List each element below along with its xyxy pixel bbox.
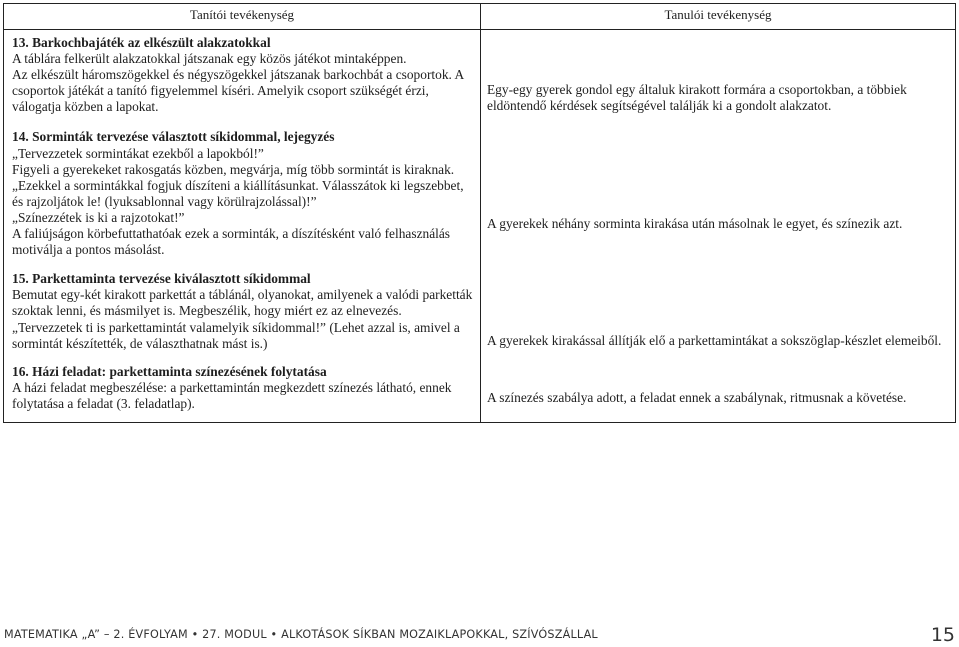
- section-13: [12, 35, 474, 115]
- section-14: [12, 129, 474, 258]
- teacher-column: [4, 30, 481, 423]
- section-title: Barkochbajáték az elkészült alakzatokkal: [32, 35, 271, 50]
- section-number: 14.: [12, 129, 29, 145]
- section-text: Bemutat egy-két kirakott parkettát a táblánál, olyanokat, amilyenek a valódi parketták szoktak lenni, és másmilyet is. Megbeszélik, hogy miért ez az elnevezés.: [12, 287, 473, 319]
- header-student-activity: Tanulói tevékenység: [481, 4, 956, 30]
- table-header-row: [4, 4, 956, 30]
- section-text: Figyeli a gyerekeket rakosgatás közben, megvárja, míg több sormintát is kiraknak.: [12, 161, 455, 177]
- lesson-table: [3, 3, 956, 423]
- table-body-row: [4, 30, 956, 423]
- section-text: A faliújságon körbefuttathatóak ezek a sorminták, a díszítésként való felhasználás motiválja a pontos másolást.: [12, 226, 451, 258]
- section-title: Parkettaminta tervezése kiválasztott síkidommal: [32, 271, 311, 287]
- section-text: „Tervezzetek ti is parkettamintát valamelyik síkidommal!” (Lehet azzal is, amivel a sormintát készítették, de választhatnak mást is.): [12, 319, 460, 351]
- section-text: A házi feladat megbeszélése: a parkettamintán megkezdett színezés látható, ennek folytatása a feladat (3. feladatlap).: [12, 379, 452, 411]
- page-number: 15: [930, 624, 955, 646]
- section-title: Sorminták tervezése választott síkidommal, lejegyzés: [32, 129, 335, 145]
- section-text: „Tervezzetek sormintákat ezekből a lapokból!”: [12, 145, 264, 161]
- section-15: [12, 271, 474, 351]
- student-column: [481, 30, 956, 423]
- page-footer: MATEMATIKA „A” – 2. ÉVFOLYAM • 27. MODUL • ALKOTÁSOK SÍKBAN MOZAIKLAPOKKAL, SZÍVÓSZÁLLAL: [4, 628, 598, 641]
- section-text: „Színezzétek is ki a rajzotokat!”: [12, 209, 185, 225]
- section-number: 16.: [12, 363, 29, 379]
- header-teacher-activity: Tanítói tevékenység: [4, 4, 481, 30]
- student-activity-13: Egy-egy gyerek gondol egy általuk kirakott formára a csoportokban, a többiek eldöntendő kérdések segítségével találják ki a gondolt alakzatot.: [487, 82, 907, 114]
- student-activity-14: A gyerekek néhány sorminta kirakása után másolnak le egyet, és színezik azt.: [487, 216, 903, 231]
- section-number: 15.: [12, 271, 29, 287]
- section-number: 13.: [12, 35, 29, 50]
- student-activity-15: A gyerekek kirakással állítják elő a parkettamintákat a sokszöglap-készlet elemeiből.: [487, 333, 942, 348]
- section-text: „Ezekkel a sormintákkal fogjuk díszíteni a kiállításunkat. Válasszátok ki legszebbet, és rajzoljátok le! (lyuksablonnal vagy körülrajzolással)!”: [12, 177, 464, 209]
- section-16: [12, 364, 474, 412]
- section-text: A táblára felkerült alakzatokkal játszanak egy közös játékot mintaképpen.: [12, 51, 407, 67]
- section-text: Az elkészült háromszögekkel és négyszögekkel játszanak barkochbát a csoportok. A csoportok játékát a tanító figyelemmel kíséri. Amelyik csoport szükségét érzi, válogatja közben a lapokat.: [12, 67, 464, 115]
- student-activity-16: A színezés szabálya adott, a feladat ennek a szabálynak, ritmusnak a követése.: [487, 390, 907, 405]
- section-title: Házi feladat: parkettaminta színezésének folytatása: [32, 363, 327, 379]
